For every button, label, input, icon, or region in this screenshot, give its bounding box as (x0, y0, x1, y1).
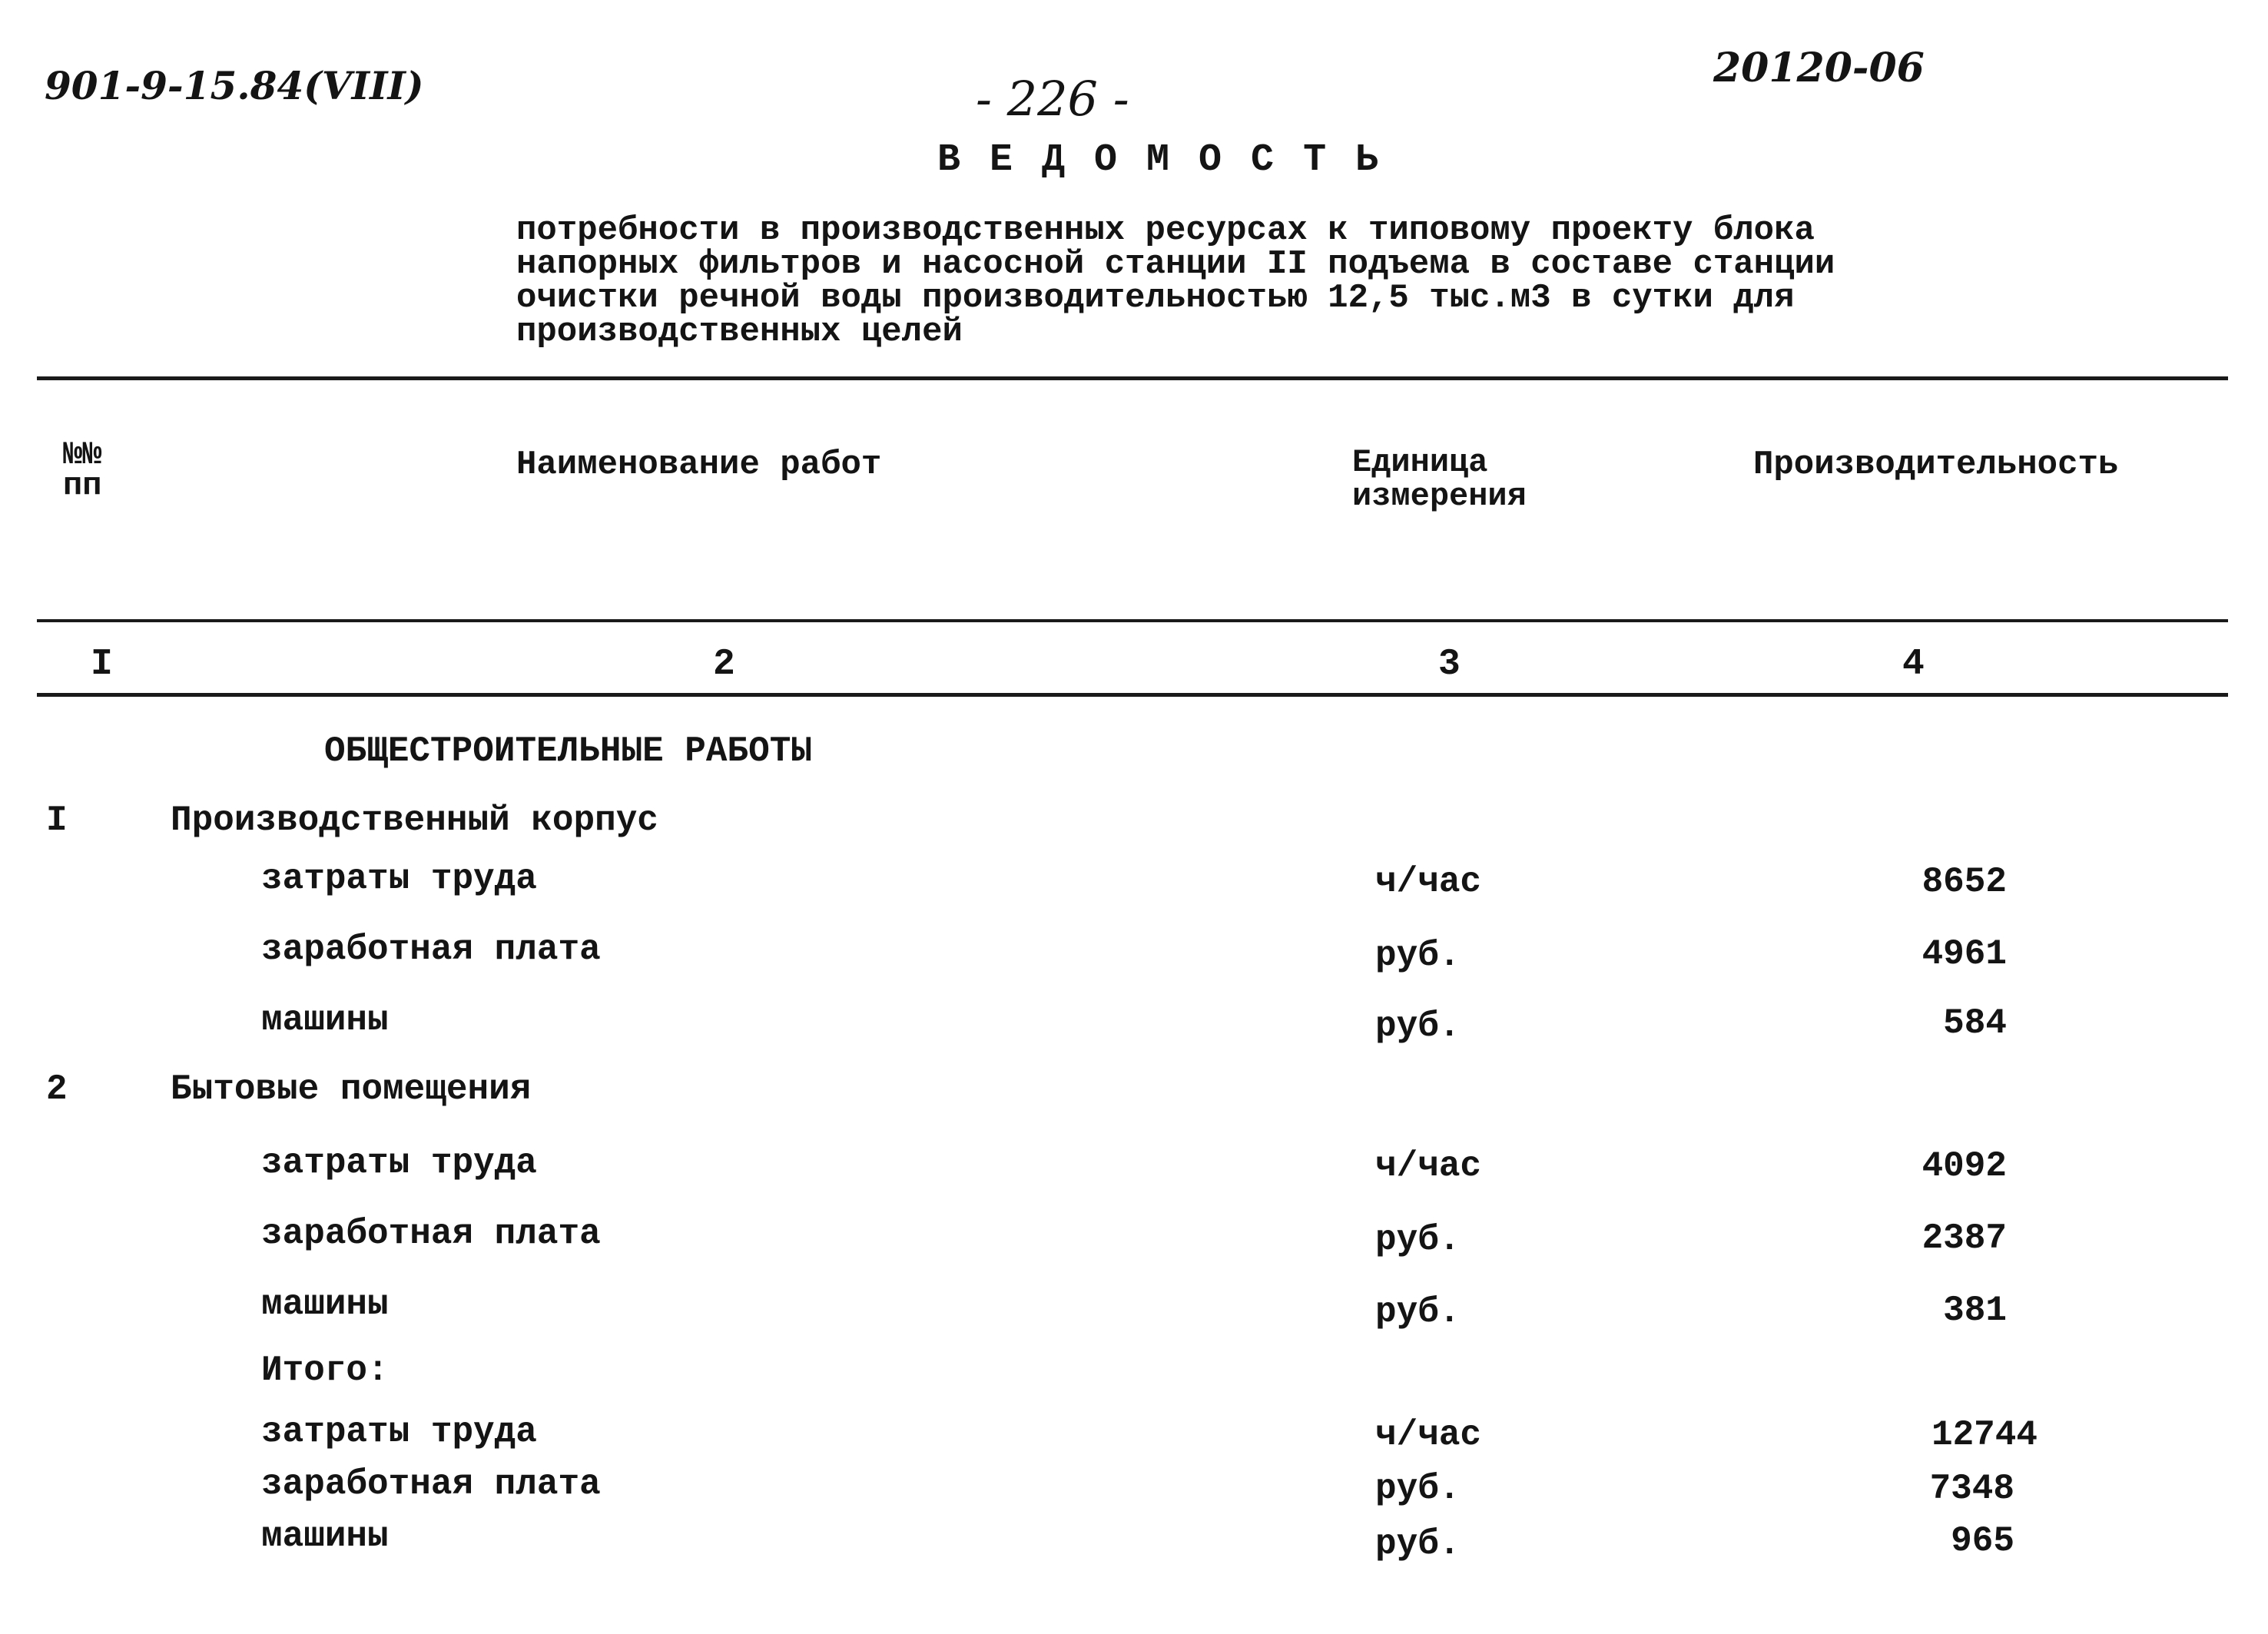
description-line: потребности в производственных ресурсах к типовому проекту блока (516, 211, 1815, 250)
total-label: Итого: (261, 1351, 389, 1390)
row-unit: руб. (1375, 1292, 1461, 1332)
row-value: 381 (1943, 1291, 2007, 1331)
row-unit: руб. (1375, 1220, 1461, 1260)
header-bottom-rule (37, 619, 2228, 622)
row-value: 4961 (1922, 934, 2007, 974)
description-line: напорных фильтров и насосной станции II подъема в составе станции (516, 245, 1835, 283)
column-number-4: 4 (1902, 644, 1925, 685)
column-numbers-rule (37, 693, 2228, 697)
row-value: 4092 (1922, 1146, 2007, 1186)
document-code: 901-9-15.84(VIII) (45, 63, 424, 108)
total-row-label: затраты труда (261, 1412, 537, 1452)
row-label: машины (261, 1000, 389, 1040)
section-title: ОБЩЕСТРОИТЕЛЬНЫЕ РАБОТЫ (324, 731, 812, 771)
header-name: Наименование работ (516, 446, 882, 484)
header-productivity: Производительность (1753, 446, 2119, 484)
row-unit: руб. (1375, 936, 1461, 976)
header-number: №№ пп (63, 436, 102, 504)
header-unit: Единица измерения (1352, 444, 1527, 515)
row-unit: руб. (1375, 1006, 1461, 1046)
total-row-value: 965 (1951, 1521, 2014, 1561)
row-label: машины (261, 1284, 389, 1324)
row-label: затраты труда (261, 1143, 537, 1183)
total-row-unit: ч/час (1375, 1415, 1482, 1455)
page-number: - 226 - (976, 71, 1129, 127)
row-label: затраты труда (261, 859, 537, 899)
group-name: Бытовые помещения (171, 1069, 532, 1109)
column-number-2: 2 (713, 644, 735, 685)
row-unit: ч/час (1375, 862, 1482, 902)
description-line: производственных целей (516, 313, 963, 351)
row-unit: ч/час (1375, 1146, 1482, 1186)
row-value: 8652 (1922, 862, 2007, 902)
document-title: В Е Д О М О С Т Ь (937, 138, 1382, 182)
total-row-label: машины (261, 1516, 389, 1556)
total-row-value: 7348 (1929, 1469, 2014, 1509)
document-description (516, 211, 1835, 351)
column-number-3: 3 (1438, 644, 1461, 685)
group-number: 2 (46, 1069, 68, 1109)
total-row-label: заработная плата (261, 1464, 601, 1504)
registration-number: 20120-06 (1713, 45, 1925, 91)
group-name: Производственный корпус (171, 800, 658, 840)
group-number: I (46, 800, 68, 840)
column-number-1: I (91, 644, 113, 685)
row-label: заработная плата (261, 1214, 601, 1254)
total-row-value: 12744 (1931, 1415, 2038, 1455)
total-row-unit: руб. (1375, 1524, 1461, 1564)
description-line: очистки речной воды производительностью 12,5 тыс.м3 в сутки для (516, 279, 1795, 317)
row-label: заработная плата (261, 930, 601, 969)
row-value: 2387 (1922, 1218, 2007, 1258)
total-row-unit: руб. (1375, 1469, 1461, 1509)
row-value: 584 (1943, 1003, 2007, 1043)
table-top-rule (37, 376, 2228, 380)
